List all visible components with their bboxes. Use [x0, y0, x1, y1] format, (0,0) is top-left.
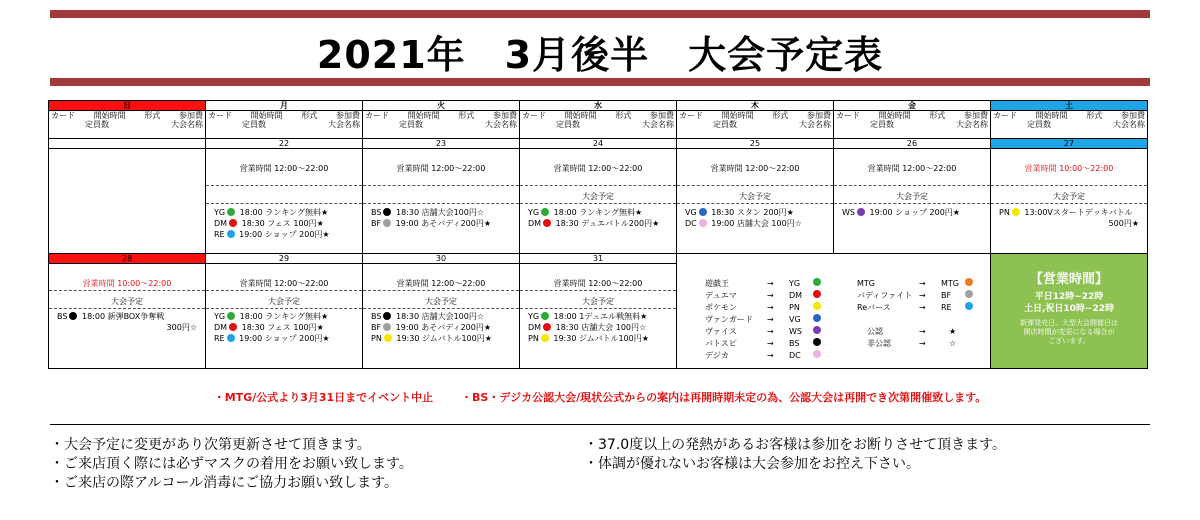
event-line: 500円★ [1108, 219, 1139, 228]
note-line: ・体調が優れないお客様は大会参加をお控え下さい。 [584, 456, 920, 472]
event-line: BS 18:30 店舗大会100円☆ [371, 312, 485, 321]
business-hours: 営業時間 12:00～22:00 [239, 279, 329, 288]
legend-game-name: 公認 [867, 326, 883, 336]
dashed-divider [834, 185, 990, 186]
game-color-dot-icon [383, 219, 391, 227]
day-cell [677, 149, 834, 254]
dashed-divider [520, 290, 676, 291]
dashed-divider [991, 185, 1147, 186]
event-list [528, 207, 672, 229]
event-line: DM 18:30 フェス 100円★ [214, 323, 324, 332]
dashed-divider [677, 185, 833, 186]
day-cell [520, 264, 677, 369]
legend-arrow: → [767, 278, 774, 288]
note-line: ・大会予定に変更があり次第更新させて頂きます。 [50, 437, 371, 453]
date-cell: 28 [49, 254, 206, 264]
legend-row [705, 314, 823, 326]
dashed-divider [49, 308, 205, 309]
col-format-label: 形式 [772, 111, 789, 120]
tournament-schedule-label: 大会予定 [582, 297, 614, 306]
tournament-schedule-label: 大会予定 [111, 297, 143, 306]
col-format-label: 形式 [301, 111, 318, 120]
date-cell: 26 [834, 139, 991, 149]
top-accent-bar [50, 10, 1150, 18]
divider [50, 424, 1150, 425]
weekday-header-row [49, 101, 1148, 111]
column-header-row [49, 111, 1148, 139]
dashed-divider [677, 203, 833, 204]
date-cell: 31 [520, 254, 677, 264]
dashed-divider [520, 203, 676, 204]
business-hours: 営業時間 12:00～22:00 [396, 279, 486, 288]
event-list [214, 207, 358, 240]
col-start-label: 開始時間 [564, 111, 597, 120]
calendar-table [48, 100, 1148, 369]
col-capacity-label: 定員数 [1027, 120, 1051, 129]
legend-arrow: → [919, 302, 926, 312]
column-header-cell [677, 111, 834, 139]
event-line: BF 19:00 あそバディ200円★ [371, 219, 492, 228]
dashed-divider [363, 185, 519, 186]
game-color-dot-icon [699, 219, 707, 227]
game-color-dot-icon [541, 312, 549, 320]
event-line: YG 18:00 ランキング無料★ [214, 312, 329, 321]
event-list [685, 207, 829, 229]
weekday-thu: 木 [677, 101, 834, 111]
legend-code: PN [789, 302, 800, 312]
game-color-dot-icon [543, 219, 551, 227]
color-dot-icon [813, 278, 821, 286]
column-header-cell [834, 111, 991, 139]
event-list [371, 311, 515, 344]
legend-arrow: → [919, 326, 926, 336]
dashed-divider [520, 185, 676, 186]
game-color-dot-icon [383, 208, 391, 216]
legend-arrow: → [919, 290, 926, 300]
color-dot-icon [965, 278, 973, 286]
page-title: 2021年 3月後半 大会予定表 [316, 33, 884, 77]
col-name-label: 大会名称 [328, 120, 360, 129]
event-list [371, 207, 515, 229]
event-line: VG 18:30 スタン 200円★ [685, 208, 794, 217]
hours-box-note-line: 新弾発売日、大型大会開催日は [1020, 318, 1118, 327]
col-capacity-label: 定員数 [713, 120, 737, 129]
legend-arrow: → [767, 314, 774, 324]
col-start-label: 開始時間 [93, 111, 126, 120]
event-line: DM 18:30 店舗大会 100円☆ [528, 323, 647, 332]
event-list [214, 311, 358, 344]
date-cell: 23 [363, 139, 520, 149]
legend-game-name: 非公認 [867, 338, 891, 348]
day-cell [206, 149, 363, 254]
hours-weekday: 平日12時~22時 [1034, 291, 1104, 302]
business-hours-box [991, 264, 1148, 369]
col-start-label: 開始時間 [1035, 111, 1068, 120]
legend-arrow: → [919, 278, 926, 288]
business-hours: 営業時間 12:00～22:00 [867, 164, 957, 173]
legend-code: ☆ [949, 338, 957, 348]
legend-row [857, 290, 975, 302]
day-cell [49, 149, 206, 254]
dashed-divider [49, 290, 205, 291]
legend-code: YG [789, 278, 801, 288]
legend-game-name: MTG [857, 278, 875, 288]
legend-arrow: → [919, 338, 926, 348]
day-cell [834, 149, 991, 254]
game-color-dot-icon [1012, 208, 1020, 216]
col-start-label: 開始時間 [250, 111, 283, 120]
note-line: ・ご来店頂く際には必ずマスクの着用をお願い致します。 [50, 456, 413, 472]
day-cell [520, 149, 677, 254]
event-line: BF 19:00 あそバディ200円★ [371, 323, 492, 332]
game-color-dot-icon [229, 219, 237, 227]
legend-right [857, 278, 975, 350]
legend-row [705, 326, 823, 338]
col-start-label: 開始時間 [407, 111, 440, 120]
legend-arrow: → [767, 350, 774, 360]
weekday-sat: 土 [991, 101, 1148, 111]
legend-game-name: ヴァイス [705, 326, 737, 336]
event-line: BS 18:30 店舗大会100円☆ [371, 208, 485, 217]
dashed-divider [520, 308, 676, 309]
legend-row [857, 278, 975, 290]
legend-row [857, 302, 975, 314]
day-cell [49, 264, 206, 369]
legend-arrow: → [767, 290, 774, 300]
col-capacity-label: 定員数 [85, 120, 109, 129]
game-color-dot-icon [227, 334, 235, 342]
col-format-label: 形式 [1086, 111, 1103, 120]
col-capacity-label: 定員数 [242, 120, 266, 129]
day-cell [991, 149, 1148, 254]
legend-row [705, 350, 823, 362]
event-line: YG 18:00 1デュエル戦無料★ [528, 312, 648, 321]
col-name-label: 大会名称 [1113, 120, 1145, 129]
column-header-cell [206, 111, 363, 139]
day-cell [363, 264, 520, 369]
event-line: DM 18:30 フェス 100円★ [214, 219, 324, 228]
event-line: YG 18:00 ランキング無料★ [214, 208, 329, 217]
legend-code: DM [789, 290, 803, 300]
legend-cell [677, 264, 991, 369]
game-color-dot-icon [543, 323, 551, 331]
date-cell: 25 [677, 139, 834, 149]
legend-code: RE [941, 302, 952, 312]
event-line: 300円☆ [166, 323, 197, 332]
col-card-label: カード [208, 111, 232, 120]
week2-date-row [49, 254, 1148, 264]
event-line: DC 19:00 店舗大会 100円☆ [685, 219, 802, 228]
color-dot-icon [965, 290, 973, 298]
red-notice [0, 389, 1200, 405]
legend-game-name: バディファイト [857, 290, 913, 300]
dashed-divider [363, 290, 519, 291]
color-dot-icon [813, 314, 821, 322]
event-line: WS 19:00 ショップ 200円★ [842, 208, 960, 217]
business-hours: 営業時間 12:00～22:00 [710, 164, 800, 173]
game-color-dot-icon [69, 312, 77, 320]
hours-weekend: 土日,祝日10時~22時 [1023, 303, 1114, 314]
date-cell: 22 [206, 139, 363, 149]
color-dot-icon [813, 302, 821, 310]
date-cell: 30 [363, 254, 520, 264]
event-list [528, 311, 672, 344]
game-color-dot-icon [383, 323, 391, 331]
legend-game-name: Reバース [857, 302, 891, 312]
legend-code: WS [789, 326, 802, 336]
business-hours: 営業時間 12:00～22:00 [239, 164, 329, 173]
legend-row [705, 338, 823, 350]
column-header-cell [520, 111, 677, 139]
color-dot-icon [813, 290, 821, 298]
color-dot-icon [965, 302, 973, 310]
color-dot-icon [813, 326, 821, 334]
col-name-label: 大会名称 [642, 120, 674, 129]
col-card-label: カード [993, 111, 1017, 120]
col-capacity-label: 定員数 [556, 120, 580, 129]
event-list [842, 207, 986, 218]
legend-row [857, 326, 975, 338]
dashed-divider [206, 185, 362, 186]
legend-arrow: → [767, 302, 774, 312]
tournament-schedule-label: 大会予定 [268, 297, 300, 306]
dashed-divider [206, 290, 362, 291]
weekday-tue: 火 [363, 101, 520, 111]
dashed-divider [991, 203, 1147, 204]
col-fee-label: 参加費 [178, 111, 203, 120]
col-capacity-label: 定員数 [870, 120, 894, 129]
legend-code: BF [941, 290, 952, 300]
legend-code: DC [789, 350, 801, 360]
hours-box-note [991, 319, 1147, 346]
col-name-label: 大会名称 [799, 120, 831, 129]
hours-box-note-line: 開店時間が変更になる場合が [1023, 327, 1115, 336]
col-format-label: 形式 [615, 111, 632, 120]
column-header-cell [49, 111, 206, 139]
col-fee-label: 参加費 [649, 111, 674, 120]
col-card-label: カード [365, 111, 389, 120]
business-hours: 営業時間 12:00～22:00 [396, 164, 486, 173]
game-color-dot-icon [541, 208, 549, 216]
color-dot-icon [813, 350, 821, 358]
legend-game-name: ポケモン [705, 302, 737, 312]
hours-box-date-spacer [991, 254, 1148, 264]
week1-cell-row [49, 149, 1148, 254]
business-hours: 営業時間 10:00～22:00 [1024, 164, 1114, 173]
col-fee-label: 参加費 [806, 111, 831, 120]
date-cell: 24 [520, 139, 677, 149]
event-line: DM 18:30 デュエバトル200円★ [528, 219, 660, 228]
game-color-dot-icon [227, 208, 235, 216]
col-start-label: 開始時間 [878, 111, 911, 120]
col-fee-label: 参加費 [492, 111, 517, 120]
weekday-fri: 金 [834, 101, 991, 111]
week1-date-row [49, 139, 1148, 149]
col-card-label: カード [522, 111, 546, 120]
legend-row [705, 278, 823, 290]
game-color-dot-icon [384, 334, 392, 342]
col-format-label: 形式 [929, 111, 946, 120]
col-card-label: カード [679, 111, 703, 120]
game-color-dot-icon [699, 208, 707, 216]
legend-game-name: 遊戯王 [705, 278, 729, 288]
dashed-divider [363, 203, 519, 204]
game-color-dot-icon [541, 334, 549, 342]
game-color-dot-icon [227, 312, 235, 320]
note-line: ・ご来店の際アルコール消毒にご協力お願い致します。 [50, 475, 399, 491]
event-line: BS 18:00 新弾BOX争奪戦 [57, 312, 165, 321]
business-hours: 営業時間 10:00～22:00 [82, 279, 172, 288]
color-dot-icon [813, 338, 821, 346]
tournament-schedule-label: 大会予定 [739, 192, 771, 201]
weekday-wed: 水 [520, 101, 677, 111]
weekday-mon: 月 [206, 101, 363, 111]
legend-row [705, 302, 823, 314]
notice-bs-digica: ・BS・デジカ公認大会/現状公式からの案内は再開時期未定の為、公認大会は再開でき次第開催致します。 [461, 391, 987, 404]
hours-box-note-line: ございます。 [1048, 336, 1090, 345]
tournament-schedule-label: 大会予定 [582, 192, 614, 201]
dashed-divider [206, 203, 362, 204]
legend-game-name: デジカ [705, 350, 729, 360]
col-card-label: カード [836, 111, 860, 120]
game-color-dot-icon [229, 323, 237, 331]
week2-cell-row [49, 264, 1148, 369]
notes-right [584, 436, 1006, 474]
game-color-dot-icon [383, 312, 391, 320]
event-line: PN 13:00Vスタートデッキバトル [999, 208, 1133, 217]
tournament-schedule-label: 大会予定 [896, 192, 928, 201]
col-format-label: 形式 [458, 111, 475, 120]
legend-date-spacer [677, 254, 991, 264]
game-color-dot-icon [857, 208, 865, 216]
legend-code: ★ [949, 326, 957, 336]
dashed-divider [834, 203, 990, 204]
col-name-label: 大会名称 [485, 120, 517, 129]
legend-arrow: → [767, 326, 774, 336]
col-name-label: 大会名称 [171, 120, 203, 129]
legend-game-name: ヴァンガード [705, 314, 753, 324]
legend-game-name: デュエマ [705, 290, 737, 300]
col-fee-label: 参加費 [335, 111, 360, 120]
event-line: RE 19:00 ショップ 200円★ [214, 334, 330, 343]
date-cell [49, 139, 206, 149]
legend-row [705, 290, 823, 302]
legend-code: BS [789, 338, 800, 348]
event-line: YG 18:00 ランキング無料★ [528, 208, 643, 217]
date-cell: 27 [991, 139, 1148, 149]
business-hours: 営業時間 12:00～22:00 [553, 164, 643, 173]
legend-code: MTG [941, 278, 959, 288]
col-name-label: 大会名称 [956, 120, 988, 129]
col-start-label: 開始時間 [721, 111, 754, 120]
column-header-cell [363, 111, 520, 139]
legend-code: VG [789, 314, 801, 324]
event-line: PN 19:30 ジムバトル100円★ [371, 334, 492, 343]
event-line: RE 19:00 ショップ 200円★ [214, 230, 330, 239]
col-card-label: カード [51, 111, 75, 120]
day-cell [206, 264, 363, 369]
legend-left [705, 278, 823, 362]
event-list [999, 207, 1143, 229]
col-fee-label: 参加費 [963, 111, 988, 120]
col-capacity-label: 定員数 [399, 120, 423, 129]
event-line: PN 19:30 ジムバトル100円★ [528, 334, 649, 343]
dashed-divider [363, 308, 519, 309]
date-cell: 29 [206, 254, 363, 264]
note-line: ・37.0度以上の発熱があるお客様は参加をお断りさせて頂きます。 [584, 437, 1007, 453]
weekday-sun: 日 [49, 101, 206, 111]
notes-left [50, 436, 413, 493]
column-header-cell [991, 111, 1148, 139]
business-hours: 営業時間 12:00～22:00 [553, 279, 643, 288]
legend-row [857, 338, 975, 350]
hours-box-heading: 【営業時間】 [1029, 271, 1108, 287]
day-cell [363, 149, 520, 254]
legend-game-name: バトスピ [705, 338, 737, 348]
title-underline-bar [50, 78, 1150, 86]
notice-mtg: ・MTG/公式より3月31日までイベント中止 [213, 391, 434, 404]
tournament-schedule-label: 大会予定 [425, 297, 457, 306]
event-list [57, 311, 201, 333]
dashed-divider [206, 308, 362, 309]
tournament-schedule-label: 大会予定 [1053, 192, 1085, 201]
col-format-label: 形式 [144, 111, 161, 120]
game-color-dot-icon [227, 230, 235, 238]
legend-arrow: → [767, 338, 774, 348]
col-fee-label: 参加費 [1120, 111, 1145, 120]
